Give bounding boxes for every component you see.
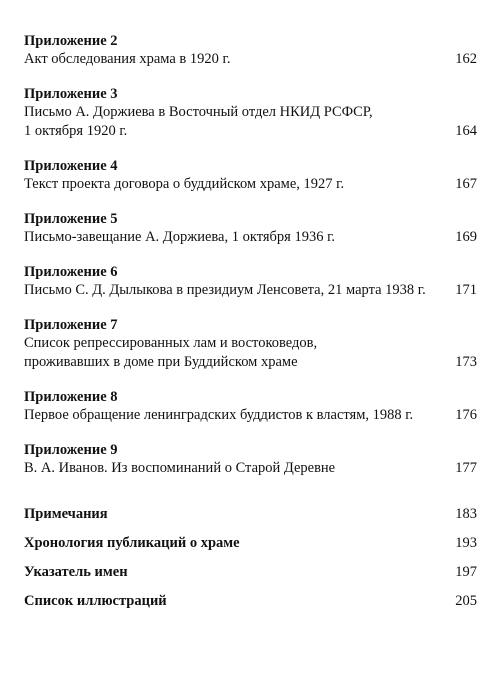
toc-appendix-8 <box>24 388 477 425</box>
toc-section-name-index <box>24 563 477 581</box>
toc-appendix-3 <box>24 85 477 141</box>
entry-title <box>24 334 451 372</box>
toc-section-notes <box>24 505 477 523</box>
toc-entry <box>24 459 477 478</box>
toc-entry <box>24 103 477 141</box>
appendix-heading: Приложение 4 <box>24 158 118 174</box>
appendix-heading: Приложение 7 <box>24 317 118 333</box>
toc-section-illustrations <box>24 592 477 610</box>
page-number: 167 <box>455 176 477 192</box>
toc-entry <box>24 50 477 69</box>
entry-title <box>24 175 451 194</box>
section-spacer <box>24 494 477 505</box>
entry-title <box>24 406 451 425</box>
page-number: 173 <box>455 354 477 370</box>
appendix-heading: Приложение 5 <box>24 211 118 227</box>
toc-appendix-4 <box>24 157 477 194</box>
entry-title-line: В. А. Иванов. Из воспоминаний о Старой Деревне <box>24 460 336 476</box>
toc-section-chronology <box>24 534 477 552</box>
entry-title <box>24 281 451 300</box>
toc-entry <box>24 406 477 425</box>
page-number: 197 <box>455 564 477 580</box>
toc-entry <box>24 175 477 194</box>
page-number: 169 <box>455 229 477 245</box>
entry-title <box>24 103 451 141</box>
entry-title <box>24 50 451 69</box>
entry-title-line: Письмо-завещание А. Доржиева, 1 октября 1936 г. <box>24 229 336 245</box>
section-title: Хронология публикаций о храме <box>24 535 240 551</box>
page-number: 162 <box>455 51 477 67</box>
entry-title-line: Акт обследования храма в 1920 г. <box>24 51 231 67</box>
page-number: 193 <box>455 535 477 551</box>
toc-appendix-5 <box>24 210 477 247</box>
toc-appendix-7 <box>24 316 477 372</box>
toc-appendix-6 <box>24 263 477 300</box>
entry-title-line: Текст проекта договора о буддийском храме, 1927 г. <box>24 176 345 192</box>
toc-entry <box>24 334 477 372</box>
entry-title-line: Письмо А. Доржиева в Восточный отдел НКИД РСФСР, <box>24 104 373 120</box>
toc-entry <box>24 228 477 247</box>
entry-title <box>24 459 451 478</box>
section-title: Указатель имен <box>24 564 128 580</box>
appendix-heading: Приложение 2 <box>24 33 118 49</box>
table-of-contents <box>24 32 477 621</box>
entry-title-line: проживавших в доме при Буддийском храме <box>24 354 298 370</box>
toc-appendix-9 <box>24 441 477 478</box>
section-title: Примечания <box>24 506 108 522</box>
entry-title-line: Письмо С. Д. Дылыкова в президиум Ленсовета, 21 марта 1938 г. <box>24 282 426 298</box>
section-title: Список иллюстраций <box>24 593 167 609</box>
entry-title-line: 1 октября 1920 г. <box>24 123 128 139</box>
page-number: 183 <box>455 506 477 522</box>
page-number: 205 <box>455 593 477 609</box>
appendix-heading: Приложение 3 <box>24 86 118 102</box>
page-number: 171 <box>455 282 477 298</box>
entry-title <box>24 228 451 247</box>
toc-entry <box>24 281 477 300</box>
page-number: 176 <box>455 407 477 423</box>
entry-title-line: Первое обращение ленинградских буддистов к властям, 1988 г. <box>24 407 414 423</box>
appendix-heading: Приложение 6 <box>24 264 118 280</box>
page-number: 177 <box>455 460 477 476</box>
appendix-heading: Приложение 9 <box>24 442 118 458</box>
entry-title-line: Список репрессированных лам и востоковедов, <box>24 335 318 351</box>
page-number: 164 <box>455 123 477 139</box>
appendix-heading: Приложение 8 <box>24 389 118 405</box>
toc-appendix-2 <box>24 32 477 69</box>
